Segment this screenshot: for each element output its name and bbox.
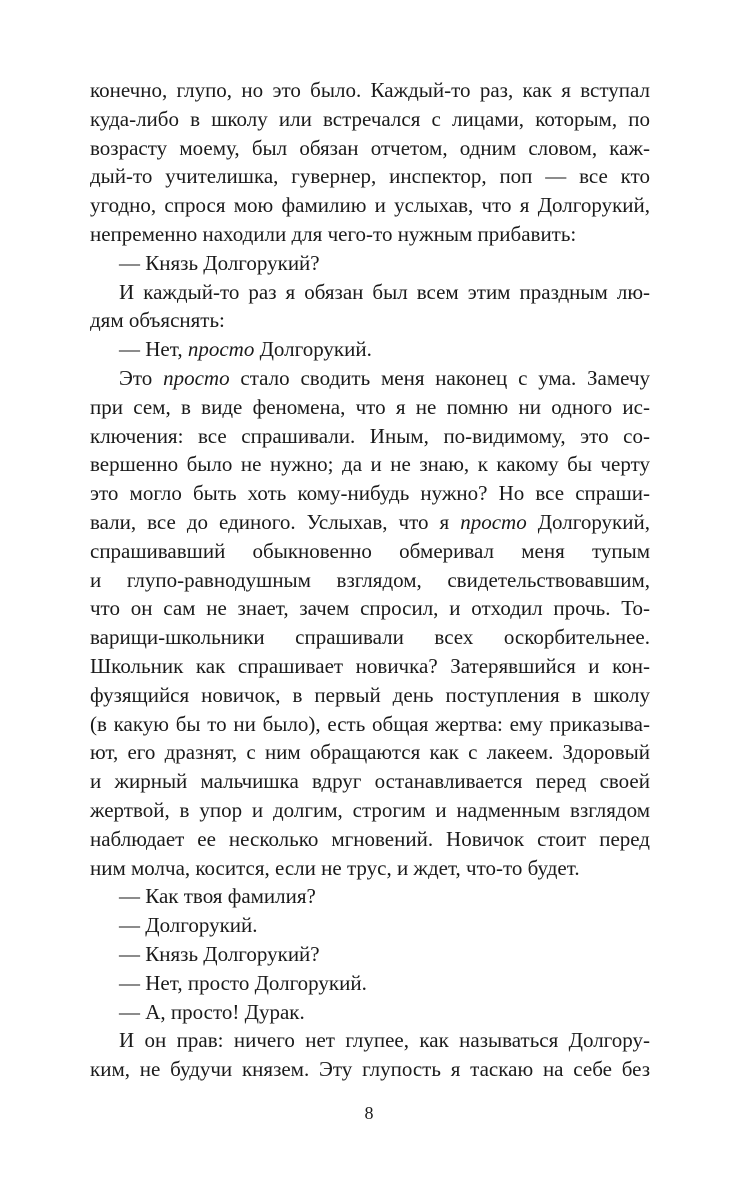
text-segment: — Долгорукий. [119,913,258,938]
text-line [90,450,650,479]
text-segment: ют, его дразнят, с ним обращаются как с лакеем. Здоровый [90,740,650,765]
text-line [90,537,650,566]
text-line [90,566,650,595]
text-segment: и глупо-равнодушным взглядом, свидетельствовавшим, [90,567,650,592]
text-line [90,911,650,940]
text-segment: Школьник как спрашивает новичка? Затерявшийся и кон- [90,653,650,678]
text-segment: — Князь Долгорукий? [119,941,320,966]
italic-text: просто [187,337,255,362]
text-line [90,162,650,191]
text-line [90,278,650,307]
text-line [90,306,650,335]
text-segment: вершенно было не нужно; да и не знаю, к какому бы черту [90,452,650,477]
text-line [90,594,650,623]
page-body [90,76,650,1084]
text-line [90,681,650,710]
text-segment: — Как твоя фамилия? [119,884,316,909]
text-line [90,76,650,105]
text-line [90,220,650,249]
text-line [90,479,650,508]
text-segment: (в какую бы то ни было), есть общая жертва: ему приказыва- [90,711,650,736]
page-number: 8 [364,1103,374,1123]
text-line [90,134,650,163]
text-segment: и жирный мальчишка вдруг останавливается перед своей [90,769,650,794]
italic-text: просто [460,509,527,534]
text-line [90,969,650,998]
text-segment: стало сводить меня наконец с ума. Замечу [229,365,651,390]
text-segment: И он прав: ничего нет глупее, как называться Долгору- [119,1028,650,1053]
text-segment: спрашивавший обыкновенно обмеривал меня тупым [90,538,650,563]
text-segment: варищи-школьники спрашивали всех оскорбительнее. [90,625,650,650]
text-segment: — Нет, [119,337,188,362]
text-segment: Долгорукий, [526,509,650,534]
text-segment: — Нет, просто Долгорукий. [119,970,367,995]
text-segment: конечно, глупо, но это было. Каждый-то раз, как я вступал [90,78,650,102]
text-segment: Долгорукий. [254,337,372,362]
text-line [90,825,650,854]
text-line [90,364,650,393]
text-line [90,191,650,220]
text-segment: возрасту моему, был обязан отчетом, одним словом, каж- [90,135,650,160]
text-line [90,1055,650,1084]
text-segment: фузящийся новичок, в первый день поступления в школу [90,682,650,707]
text-line [90,710,650,739]
text-segment: — А, просто! Дурак. [119,999,305,1024]
text-line [90,652,650,681]
text-line [90,335,650,364]
text-segment: И каждый-то раз я обязан был всем этим праздным лю- [119,279,650,304]
text-segment: куда-либо в школу или встречался с лицами, которым, по [90,106,650,131]
text-line [90,738,650,767]
text-line [90,623,650,652]
text-line [90,1026,650,1055]
text-segment: ким, не будучи князем. Эту глупость я таскаю на себе без [90,1057,650,1082]
text-segment: угодно, спрося мою фамилию и услыхав, что я Долгорукий, [90,193,650,218]
text-segment: жертвой, в упор и долгим, строгим и надменным взглядом [90,797,650,822]
text-line [90,796,650,825]
text-line [90,105,650,134]
text-segment: дям объяснять: [90,308,225,333]
text-segment: — Князь Долгорукий? [119,250,320,275]
text-segment: ключения: все спрашивали. Иным, по-видимому, это со- [90,423,650,448]
text-line [90,393,650,422]
text-segment: непременно находили для чего-то нужным прибавить: [90,221,577,246]
text-line [90,882,650,911]
text-segment: вали, все до единого. Услыхав, что я [90,509,461,534]
text-segment: что он сам не знает, зачем спросил, и отходил прочь. То- [90,596,650,621]
text-line [90,249,650,278]
text-segment: наблюдает ее несколько мгновений. Новичок стоит перед [90,826,650,851]
text-line [90,767,650,796]
text-line [90,508,650,537]
italic-text: просто [163,365,230,390]
text-line [90,940,650,969]
text-segment: это могло быть хоть кому-нибудь нужно? Но все спраши- [90,481,650,506]
text-segment: Это [119,365,164,390]
text-segment: при сем, в виде феномена, что я не помню ни одного ис- [90,394,650,419]
text-segment: дый-то учителишка, гувернер, инспектор, поп — все кто [90,164,650,189]
text-line [90,998,650,1027]
text-segment: ним молча, косится, если не трус, и ждет, что-то будет. [90,855,580,880]
text-line [90,854,650,883]
text-line [90,422,650,451]
